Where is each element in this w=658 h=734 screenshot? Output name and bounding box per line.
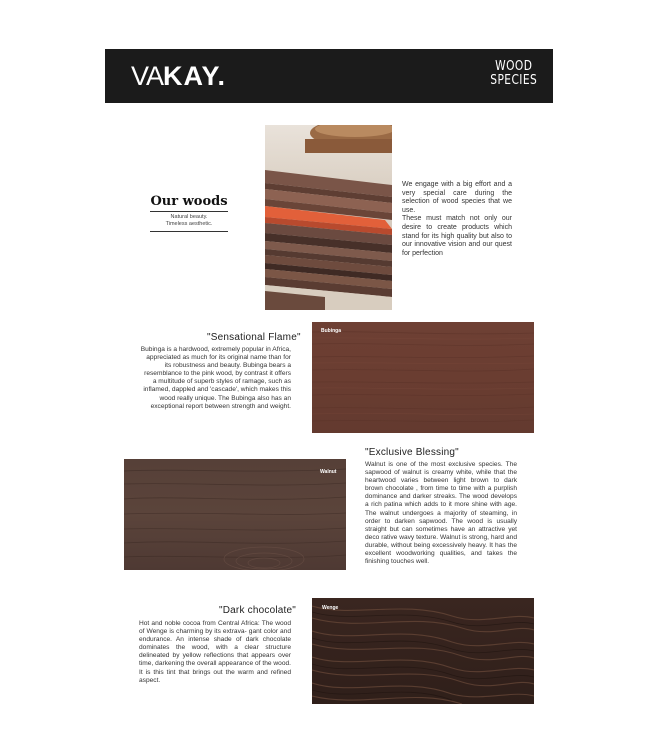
intro-text — [402, 181, 512, 258]
bubinga-section-title: "Sensational Flame" — [207, 332, 301, 343]
walnut-label: Walnut — [320, 469, 337, 475]
header-bar — [105, 49, 553, 103]
our-woods-subtitle — [150, 212, 228, 232]
wenge-section-title: "Dark chocolate" — [219, 605, 296, 616]
subtitle-line-2: Timeless aesthetic. — [165, 221, 213, 227]
bubinga-label: Bubinga — [321, 328, 341, 334]
badge-line-1: WOOD — [494, 59, 533, 74]
walnut-section-title: "Exclusive Blessing" — [365, 447, 459, 458]
bubinga-description: Bubinga is a hardwood, extremely popular in Africa, appreciated as much for its original name than for its robustness and beauty. Bubinga bears a resemblance to the pink wood, by contrast it offers a multitude of superb styles of ramage, such as inflamed, dappled and 'cascade', which makes this wood really unique. The Bubinga also has an exceptional report between strength and weight. — [140, 346, 291, 410]
wenge-description: Hot and noble cocoa from Central Africa: The wood of Wenge is charming by its extrava- gant color and endurance. An intense shade of dark chocolate dominates the wood, with a clear structure delineated by yellow reflections that appears over time, darkening the overall appearance of the wood. It is this tint that brings out the warm and refined aspect. — [139, 620, 291, 684]
vakay-logo: VAKAY. — [131, 61, 227, 91]
walnut-wood-sample — [124, 459, 346, 570]
intro-paragraph-2: These must match not only our desire to create products which stand for its high quality but also to our innovative vision and our quest for perfection — [402, 215, 512, 257]
subtitle-line-1: Natural beauty. — [170, 214, 208, 220]
wood-species-badge — [490, 60, 537, 88]
walnut-description: Walnut is one of the most exclusive species. The sapwood of walnut is creamy white, while that the heartwood varies between light brown to dark brown chocolate , from time to time with a purplish dominance and darker streaks. The wood develops a rich patina which adds to it more shine with age. The walnut undergoes a majority of steaming, in order to darken sapwood. The wood is usually straight but can sometimes have an attractive yet deco rative wavy texture. Walnut is strong, hard and durable, without being excessively heavy. It has the excellent woodworking qualities, and takes the finishing touches well. — [365, 461, 517, 566]
our-woods-title: Our woods — [150, 194, 228, 212]
bubinga-wood-sample — [312, 322, 534, 433]
our-woods-heading-block — [150, 194, 228, 232]
wenge-wood-sample — [312, 598, 534, 704]
wenge-label: Wenge — [322, 605, 339, 611]
intro-paragraph-1: We engage with a big effort and a very special care during the selection of wood species that we use. — [402, 181, 512, 214]
veneer-stack-photo — [265, 125, 392, 310]
badge-line-2: SPECIES — [490, 73, 537, 88]
